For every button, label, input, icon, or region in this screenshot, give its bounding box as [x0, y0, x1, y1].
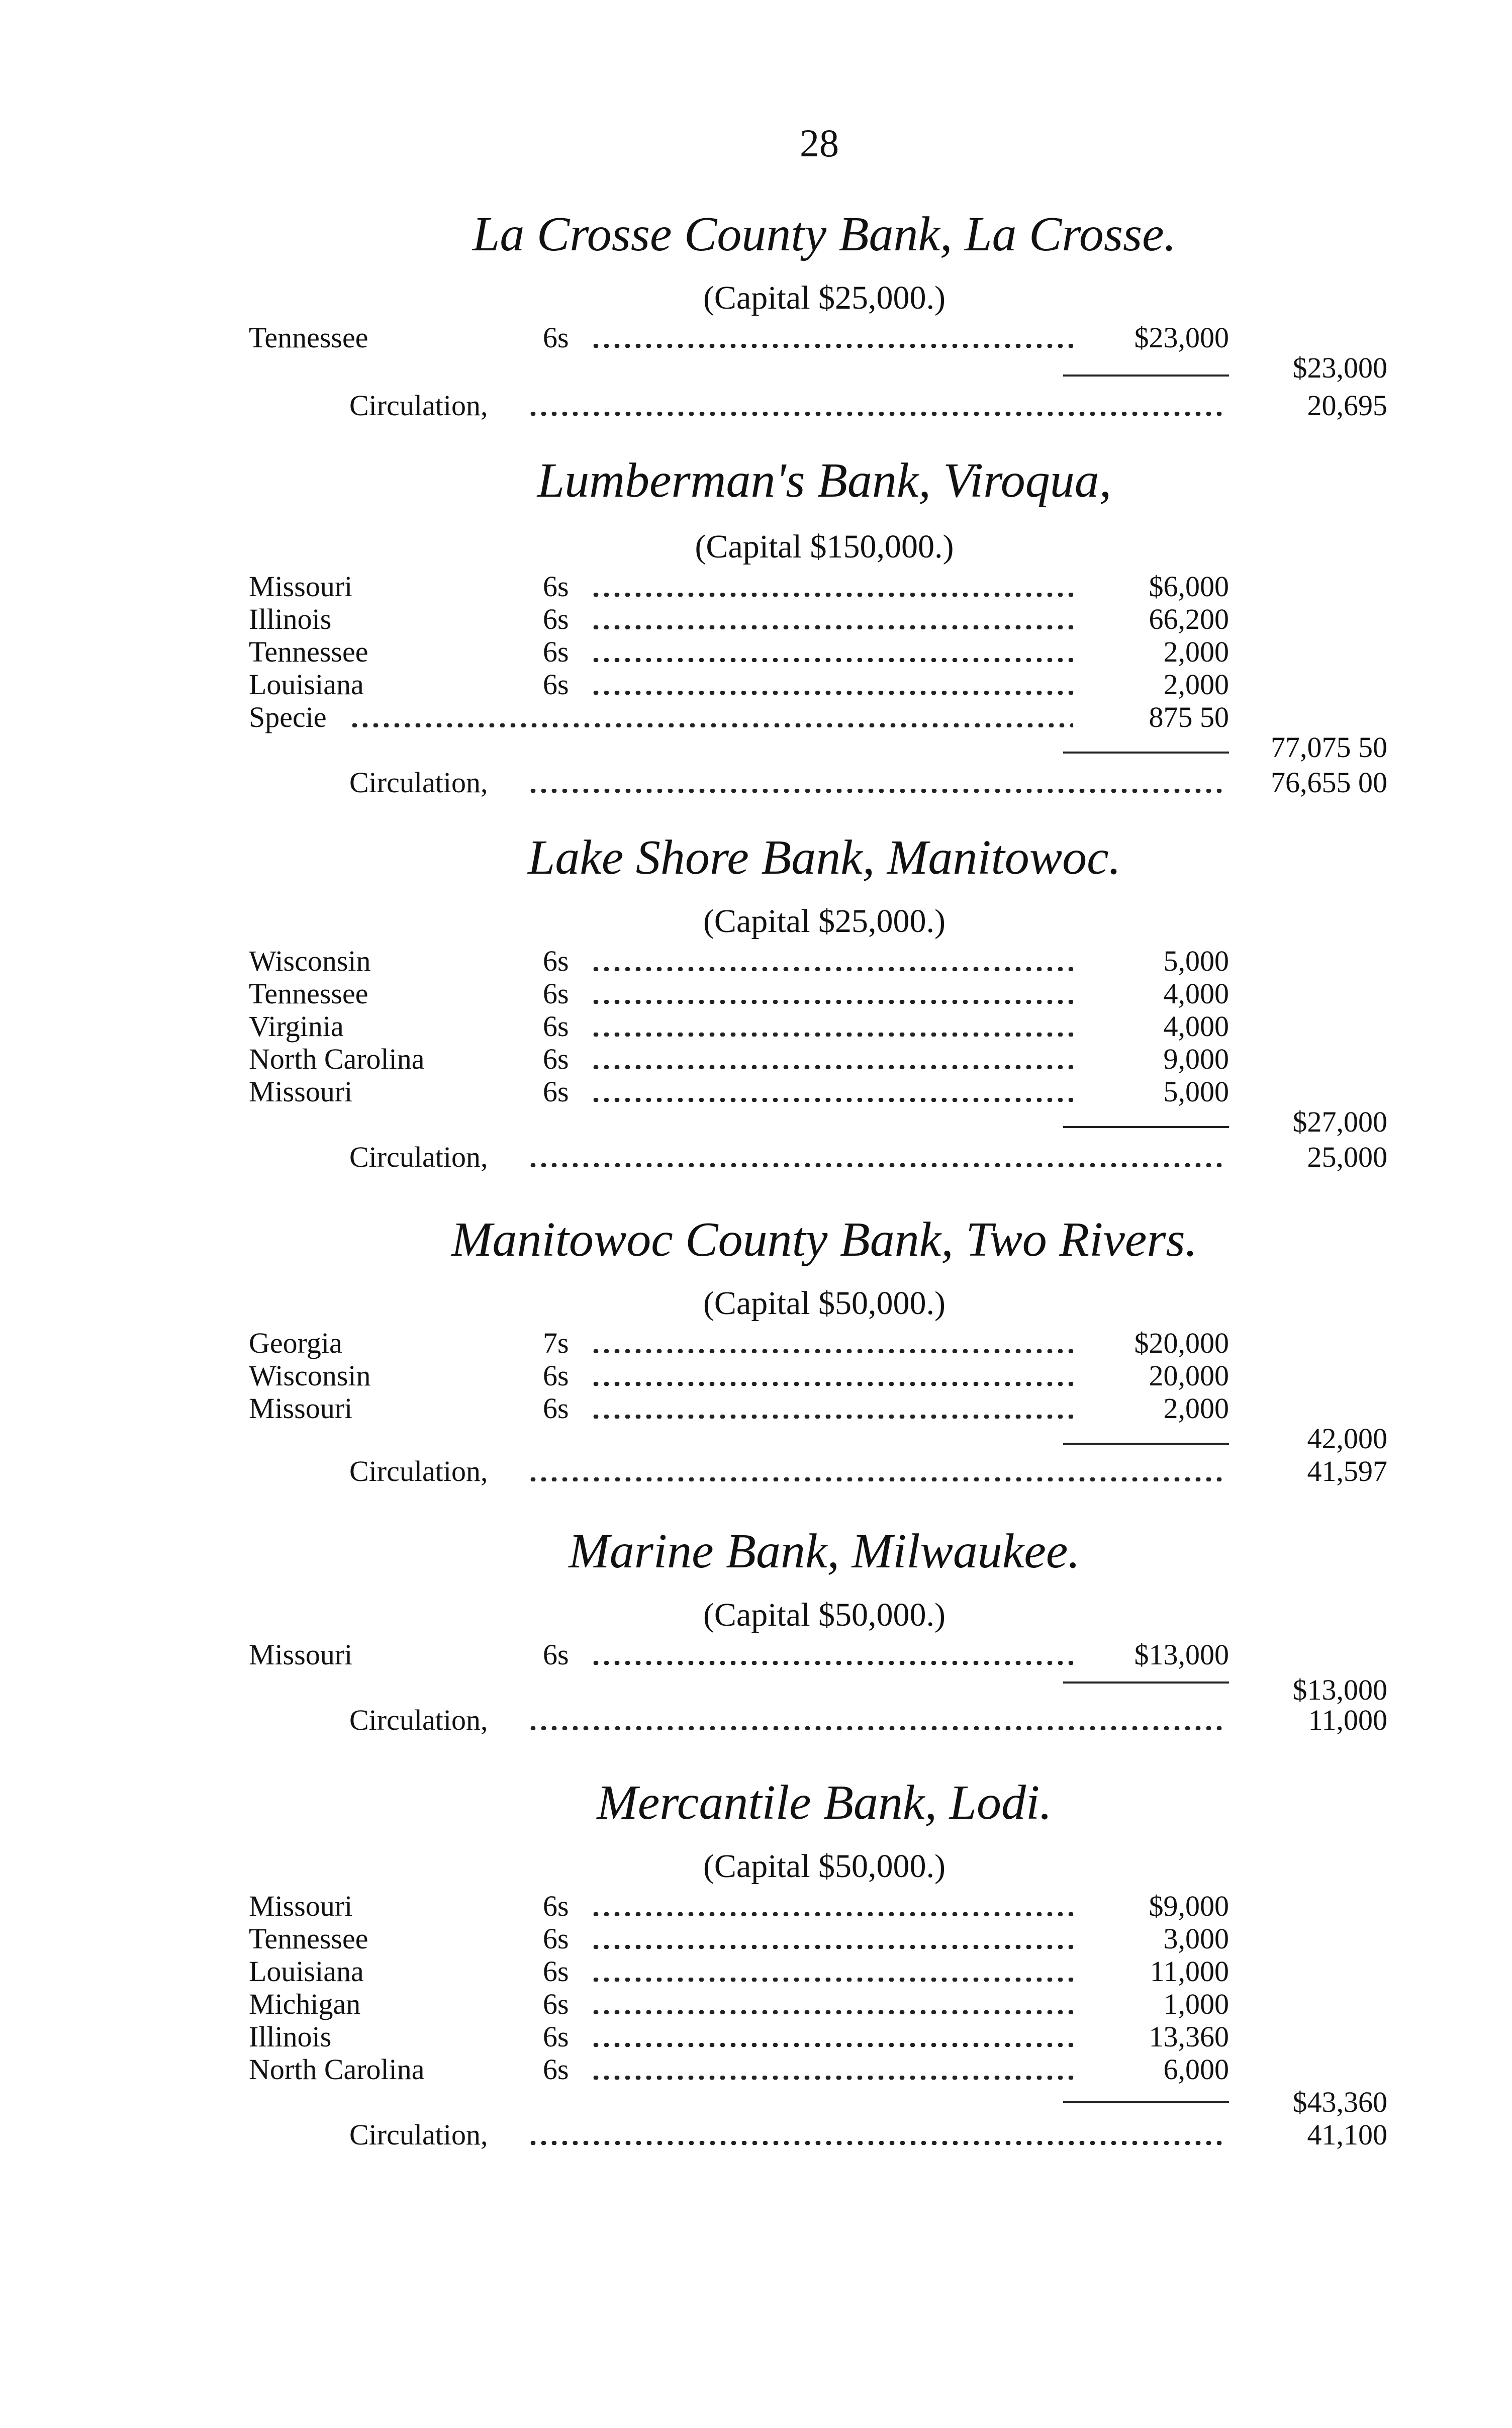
- holding-amount: 2,000: [1163, 635, 1229, 668]
- holding-row: [249, 1890, 1229, 1922]
- holding-row: [249, 1327, 1229, 1359]
- circulation-amount: 20,695: [1307, 389, 1387, 422]
- bank-total: 42,000: [1307, 1422, 1387, 1455]
- holding-row: [249, 978, 1229, 1010]
- circulation-row: [349, 390, 1387, 422]
- leader-dots: [528, 412, 1224, 416]
- holding-row: [249, 603, 1229, 635]
- leader-dots: [591, 1945, 1073, 1949]
- capital-note: (Capital $50,000.): [703, 1597, 946, 1633]
- leader-dots: [528, 1726, 1224, 1730]
- subtotal-rule: [1063, 752, 1229, 754]
- holding-state: Missouri: [249, 570, 353, 603]
- leader-dots: [591, 691, 1073, 695]
- circulation-label: Circulation,: [349, 2118, 488, 2151]
- holding-amount: 9,000: [1163, 1043, 1229, 1075]
- holding-row: [249, 669, 1229, 701]
- holding-amount: $9,000: [1149, 1890, 1229, 1922]
- leader-dots: [591, 1033, 1073, 1037]
- holding-state: Michigan: [249, 1988, 361, 2020]
- holding-state: Missouri: [249, 1075, 353, 1108]
- holding-row: [249, 1988, 1229, 2020]
- holding-amount: $13,000: [1134, 1638, 1229, 1671]
- bank-total: $23,000: [1292, 351, 1387, 384]
- holding-state: Wisconsin: [249, 1359, 371, 1392]
- bank-title: Marine Bank, Milwaukee.: [569, 1524, 1080, 1578]
- bank-title: La Crosse County Bank, La Crosse.: [472, 207, 1177, 261]
- holding-rate: 6s: [543, 945, 569, 977]
- leader-dots: [591, 2043, 1073, 2047]
- holding-row: [249, 322, 1229, 354]
- holding-state: Virginia: [249, 1010, 344, 1043]
- holding-state: Illinois: [249, 603, 332, 635]
- holding-amount: 875 50: [1149, 701, 1229, 733]
- holding-rate: 6s: [543, 1955, 569, 1988]
- holding-amount: 5,000: [1163, 945, 1229, 977]
- circulation-row: [349, 1141, 1387, 1173]
- holding-rate: 6s: [543, 1043, 569, 1075]
- holding-amount: 5,000: [1163, 1075, 1229, 1108]
- holding-row: [249, 1010, 1229, 1043]
- leader-dots: [591, 2010, 1073, 2014]
- circulation-label: Circulation,: [349, 766, 488, 799]
- capital-note: (Capital $50,000.): [703, 1285, 946, 1322]
- holding-row: [249, 2053, 1229, 2086]
- holding-state: North Carolina: [249, 2053, 425, 2086]
- circulation-amount: 41,100: [1307, 2118, 1387, 2151]
- holding-state: Louisiana: [249, 1955, 364, 1988]
- circulation-row: [349, 1455, 1387, 1487]
- holding-state: Tennessee: [249, 977, 368, 1010]
- leader-dots: [591, 2076, 1073, 2080]
- holding-row: [249, 1076, 1229, 1108]
- holding-amount: 4,000: [1163, 977, 1229, 1010]
- circulation-amount: 11,000: [1308, 1704, 1387, 1736]
- holding-rate: 6s: [543, 668, 569, 701]
- holding-state: Missouri: [249, 1890, 353, 1922]
- leader-dots: [591, 658, 1073, 662]
- holding-row: [249, 1360, 1229, 1392]
- leader-dots: [591, 967, 1073, 971]
- holding-amount: 2,000: [1163, 1392, 1229, 1425]
- holding-rate: 6s: [543, 1010, 569, 1043]
- holding-state: North Carolina: [249, 1043, 425, 1075]
- holding-amount: 4,000: [1163, 1010, 1229, 1043]
- capital-note: (Capital $25,000.): [703, 279, 946, 316]
- bank-total: $43,360: [1292, 2086, 1387, 2118]
- holding-state: Tennessee: [249, 321, 368, 354]
- bank-total: 77,075 50: [1271, 731, 1387, 764]
- subtotal-rule: [1063, 1682, 1229, 1684]
- holding-row: [249, 701, 1229, 733]
- holding-row: [249, 636, 1229, 668]
- page-number: 28: [800, 121, 839, 165]
- holding-state: Tennessee: [249, 635, 368, 668]
- holding-rate: 6s: [543, 570, 569, 603]
- holding-amount: 11,000: [1150, 1955, 1229, 1988]
- subtotal-rule: [1063, 2101, 1229, 2103]
- holding-state: Illinois: [249, 2020, 332, 2053]
- holding-rate: 6s: [543, 603, 569, 635]
- leader-dots: [591, 625, 1073, 629]
- circulation-label: Circulation,: [349, 1455, 488, 1487]
- holding-amount: 1,000: [1163, 1988, 1229, 2020]
- holding-row: [249, 1955, 1229, 1988]
- leader-dots: [591, 1065, 1073, 1069]
- circulation-label: Circulation,: [349, 1141, 488, 1173]
- capital-note: (Capital $150,000.): [695, 528, 954, 565]
- holding-rate: 6s: [543, 1890, 569, 1922]
- bank-title: Manitowoc County Bank, Two Rivers.: [451, 1212, 1198, 1267]
- subtotal-rule: [1063, 1126, 1229, 1128]
- holding-state: Tennessee: [249, 1922, 368, 1955]
- holding-state: Wisconsin: [249, 945, 371, 977]
- holding-rate: 6s: [543, 1075, 569, 1108]
- holding-amount: $20,000: [1134, 1327, 1229, 1359]
- holding-amount: 13,360: [1149, 2020, 1229, 2053]
- holding-rate: 6s: [543, 1638, 569, 1671]
- leader-dots: [591, 593, 1073, 597]
- leader-dots: [591, 344, 1073, 348]
- leader-dots: [591, 1415, 1073, 1419]
- leader-dots: [349, 723, 1073, 727]
- circulation-row: [349, 1704, 1387, 1736]
- bank-title: Lumberman's Bank, Viroqua,: [537, 453, 1112, 508]
- holding-row: [249, 1392, 1229, 1425]
- leader-dots: [591, 1382, 1073, 1386]
- holding-row: [249, 1639, 1229, 1671]
- circulation-row: [349, 2119, 1387, 2151]
- holding-row: [249, 1923, 1229, 1955]
- circulation-amount: 25,000: [1307, 1141, 1387, 1173]
- leader-dots: [591, 1000, 1073, 1004]
- holding-amount: 3,000: [1163, 1922, 1229, 1955]
- holding-amount: 2,000: [1163, 668, 1229, 701]
- holding-amount: 6,000: [1163, 2053, 1229, 2086]
- subtotal-rule: [1063, 375, 1229, 377]
- leader-dots: [591, 1098, 1073, 1102]
- holding-rate: 6s: [543, 1988, 569, 2020]
- leader-dots: [591, 1912, 1073, 1916]
- holding-amount: $6,000: [1149, 570, 1229, 603]
- bank-total: $13,000: [1292, 1673, 1387, 1706]
- holding-rate: 7s: [543, 1327, 569, 1359]
- holding-amount: 66,200: [1149, 603, 1229, 635]
- circulation-label: Circulation,: [349, 1704, 488, 1736]
- circulation-amount: 76,655 00: [1271, 766, 1387, 799]
- holding-state: Louisiana: [249, 668, 364, 701]
- subtotal-rule: [1063, 1443, 1229, 1445]
- circulation-label: Circulation,: [349, 389, 488, 422]
- bank-total: $27,000: [1292, 1105, 1387, 1138]
- holding-rate: 6s: [543, 1359, 569, 1392]
- circulation-amount: 41,597: [1307, 1455, 1387, 1487]
- leader-dots: [591, 1661, 1073, 1665]
- holding-state: Specie: [249, 701, 327, 733]
- holding-amount: 20,000: [1149, 1359, 1229, 1392]
- leader-dots: [528, 1163, 1224, 1167]
- leader-dots: [528, 789, 1224, 793]
- holding-state: Missouri: [249, 1392, 353, 1425]
- holding-rate: 6s: [543, 321, 569, 354]
- holding-state: Georgia: [249, 1327, 342, 1359]
- bank-title: Mercantile Bank, Lodi.: [597, 1776, 1052, 1830]
- leader-dots: [591, 1349, 1073, 1353]
- holding-rate: 6s: [543, 977, 569, 1010]
- holding-rate: 6s: [543, 635, 569, 668]
- leader-dots: [528, 1477, 1224, 1481]
- holding-rate: 6s: [543, 1922, 569, 1955]
- leader-dots: [528, 2141, 1224, 2145]
- holding-rate: 6s: [543, 2020, 569, 2053]
- holding-row: [249, 2021, 1229, 2053]
- capital-note: (Capital $50,000.): [703, 1848, 946, 1885]
- holding-rate: 6s: [543, 2053, 569, 2086]
- holding-row: [249, 571, 1229, 603]
- holding-row: [249, 1043, 1229, 1075]
- bank-title: Lake Shore Bank, Manitowoc.: [527, 830, 1121, 885]
- circulation-row: [349, 767, 1387, 799]
- capital-note: (Capital $25,000.): [703, 903, 946, 940]
- holding-amount: $23,000: [1134, 321, 1229, 354]
- holding-state: Missouri: [249, 1638, 353, 1671]
- holding-row: [249, 945, 1229, 977]
- holding-rate: 6s: [543, 1392, 569, 1425]
- leader-dots: [591, 1978, 1073, 1982]
